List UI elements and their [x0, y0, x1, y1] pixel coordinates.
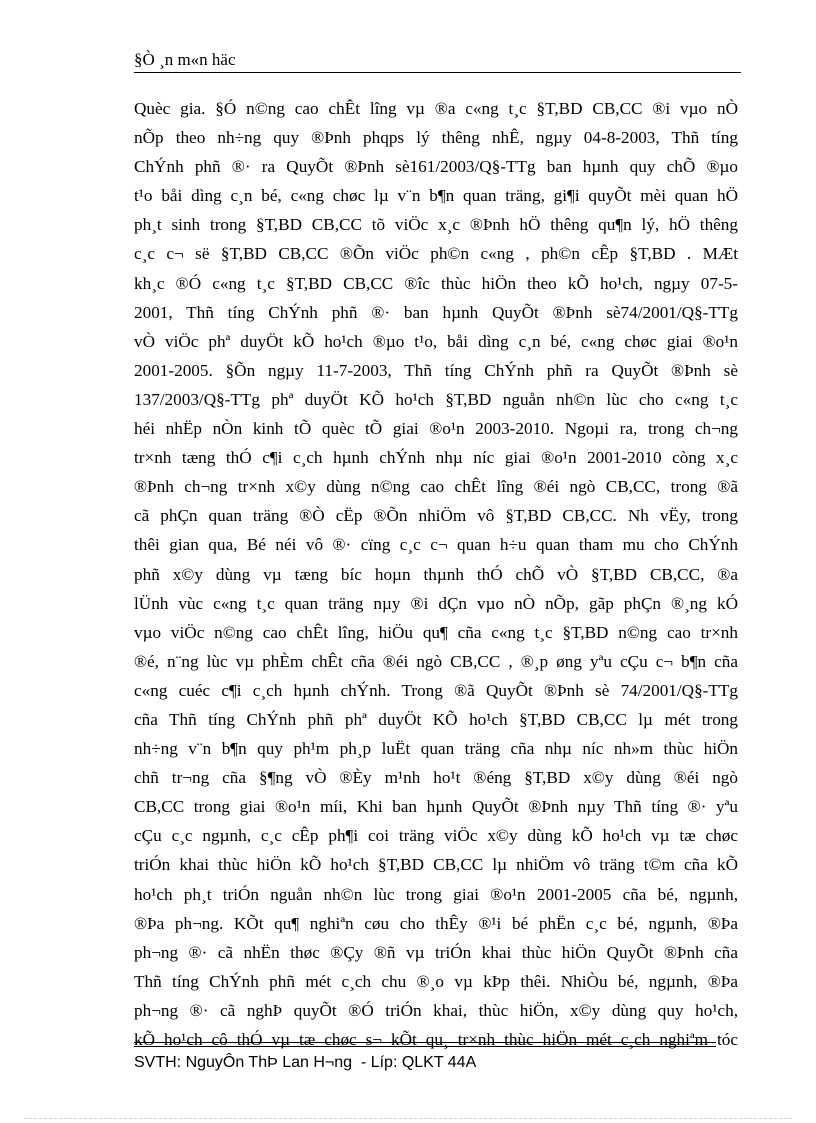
text-line: Thñ tíng ChÝnh phñ mét c¸ch chu ®¸o vµ kÞp thêi. NhiÒu bé, ngµnh, ®Þa	[134, 971, 738, 991]
text-line: CB,CC trong giai ®o¹n míi, Khi ban hµnh QuyÕt ®Þnh nµy Thñ tíng ®· yªu	[134, 797, 738, 817]
text-line: tr×nh tæng thÓ c¶i c¸ch hµnh chÝnh nhµ níc giai ®o¹n 2001-2010 còng x¸c	[134, 448, 738, 468]
text-line: 2001-2005. §Õn ngµy 11-7-2003, Thñ tíng ChÝnh phñ ra QuyÕt ®Þnh sè	[134, 360, 738, 380]
header-title: §Ò ¸n m«n häc	[134, 50, 236, 69]
text-line: phñ x©y dùng vµ tæng bíc hoµn thµnh thÓ chÕ vÒ §T,BD CB,CC, ®a	[134, 564, 738, 584]
text-line: vµo viÖc n©ng cao chÊt lîng, hiÖu qu¶ cña c«ng t¸c §T,BD n©ng cao tr×nh	[134, 622, 738, 642]
text-line: héi nhËp nÒn kinh tÕ quèc tÕ giai ®o¹n 2003-2010. Ngoµi ra, trong ch¬ng	[134, 419, 738, 439]
text-line: 2001, Thñ tíng ChÝnh phñ ®· ban hµnh QuyÕt ®Þnh sè74/2001/Q§-TTg	[134, 302, 738, 322]
text-line: ®Þnh ch¬ng tr×nh x©y dùng n©ng cao chÊt lîng ®éi ngò CB,CC, trong ®ã	[134, 477, 738, 497]
text-line: kÕ ho¹ch cô thÓ vµ tæ chøc s¬ kÕt qu¸ tr×nh thùc hiÖn mét c¸ch nghiªm tóc	[134, 1030, 738, 1049]
text-line: t¹o båi dìng c¸n bé, c«ng chøc lµ v¨n b¶n quan träng, gi¶i quyÕt mèi quan hÖ	[134, 186, 738, 206]
page-header	[134, 48, 741, 73]
text-line: triÓn khai thùc hiÖn kÕ ho¹ch §T,BD CB,CC lµ nhiÖm vô träng t©m cña kÕ	[134, 855, 738, 875]
text-line: c«ng cuéc c¶i c¸ch hµnh chÝnh. Trong ®ã QuyÕt ®Þnh sè 74/2001/Q§-TTg	[134, 680, 738, 700]
text-line: cÇu c¸c ngµnh, c¸c cÊp ph¶i coi träng viÖc x©y dùng kÕ ho¹ch vµ tæ chøc	[134, 826, 738, 846]
text-line: 137/2003/Q§-TTg phª duyÖt KÕ ho¹ch §T,BD nguån nh©n lùc cho c«ng t¸c	[134, 389, 738, 409]
text-line: thêi gian qua, Bé néi vô ®· cïng c¸c c¬ quan h÷u quan tham mu cho ChÝnh	[134, 535, 738, 555]
text-line: c¸c c¬ së §T,BD CB,CC ®Õn viÖc ph©n c«ng , ph©n cÊp §T,BD . MÆt	[134, 244, 738, 264]
text-line: vÒ viÖc phª duyÖt kÕ ho¹ch ®µo t¹o, båi dìng c¸n bé, c«ng chøc giai ®o¹n	[134, 331, 738, 351]
text-line: chñ tr¬ng cña §¶ng vÒ ®Èy m¹nh ho¹t ®éng §T,BD x©y dùng ®éi ngò	[134, 768, 738, 788]
text-line: ®Þa ph¬ng. KÕt qu¶ nghiªn cøu cho thÊy ®¹i bé phËn c¸c bé, ngµnh, ®Þa	[134, 913, 738, 933]
text-line: nÕp theo nh÷ng quy ®Þnh phqps lý thêng nhÊ, ngµy 04-8-2003, Thñ tíng	[134, 128, 738, 148]
footer-author: SVTH: NguyÔn ThÞ Lan H¬ng - Líp: QLKT 44A	[134, 1054, 477, 1071]
footer-rule	[134, 1042, 716, 1043]
text-line: ho¹ch ph¸t triÓn nguån nh©n lùc trong giai ®o¹n 2001-2005 cña bé, ngµnh,	[134, 884, 738, 904]
text-line: cã phÇn quan träng ®Ò cËp ®Õn nhiÖm vô §T,BD CB,CC. Nh vËy, trong	[134, 506, 738, 526]
text-line: nh÷ng v¨n b¶n quy ph¹m ph¸p luËt quan träng cña nhµ níc nh»m thùc hiÖn	[134, 739, 738, 759]
text-line: ph¬ng ®· cã nghÞ quyÕt ®Ó triÓn khai, thùc hiÖn, x©y dùng quy ho¹ch,	[134, 1000, 738, 1020]
body-paragraph	[134, 94, 738, 1054]
page-footer	[134, 1042, 716, 1080]
text-line: ph¸t sinh trong §T,BD CB,CC tõ viÖc x¸c ®Þnh hÖ thêng qu¶n lý, hÖ thêng	[134, 215, 738, 235]
page-boundary	[24, 1118, 792, 1119]
text-line: ®é, n¨ng lùc vµ phÈm chÊt cña ®éi ngò CB,CC , ®¸p øng yªu cÇu c¬ b¶n cña	[134, 651, 738, 671]
text-line: ChÝnh phñ ®· ra QuyÕt ®Þnh sè161/2003/Q§-TTg ban hµnh quy chÕ ®µo	[134, 157, 738, 177]
text-line: cña Thñ tíng ChÝnh phñ phª duyÖt KÕ ho¹ch §T,BD CB,CC lµ mét trong	[134, 709, 738, 729]
text-line: Quèc gia. §Ó n©ng cao chÊt lîng vµ ®a c«ng t¸c §T,BD CB,CC ®i vµo nÒ	[134, 99, 738, 118]
text-line: ph¬ng ®· cã nhËn thøc ®Çy ®ñ vµ triÓn khai thùc hiÖn QuyÕt ®Þnh cña	[134, 942, 738, 962]
footer-rule	[134, 1046, 716, 1047]
text-line: lÜnh vùc c«ng t¸c quan träng nµy ®i dÇn vµo nÒ nÕp, gãp phÇn ®¸ng kÓ	[134, 593, 738, 613]
text-line: kh¸c ®Ó c«ng t¸c §T,BD CB,CC ®îc thùc hiÖn theo kÕ ho¹ch, ngµy 07-5-	[134, 273, 738, 293]
